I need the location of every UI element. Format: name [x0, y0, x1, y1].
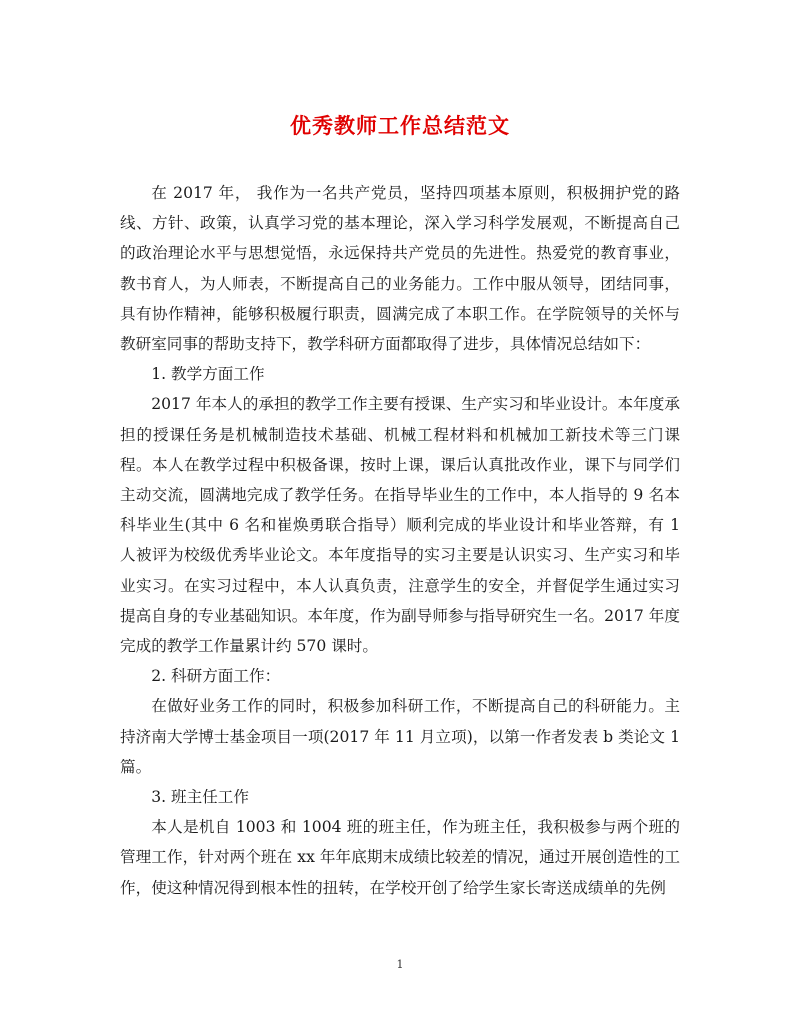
paragraph-teaching: 2017 年本人的承担的教学工作主要有授课、生产实习和毕业设计。本年度承担的授课任务是机械制造技术基础、机械工程材料和机械加工新技术等三门课程。本人在教学过程中积极备课，按时上课，课后认真批改作业，课下与同学们主动交流，圆满地完成了教学任务。在指导毕业生的工作中，本人指导的 9 名本科毕业生(其中 6 名和崔焕勇联合指导）顺利完成的毕业设计和毕业答辩，有 1 人被评为校级优秀毕业论文。本年度指导的实习主要是认识实习、生产实习和毕业实习。在实习过程中，本人认真负责，注意学生的安全，并督促学生通过实习提高自身的专业基础知识。本年度，作为副导师参与指导研究生一名。2017 年度完成的教学工作量累计约 570 课时。: [120, 395, 680, 656]
paragraph-research: 在做好业务工作的同时，积极参加科研工作，不断提高自己的科研能力。主持济南大学博士基金项目一项(2017 年 11 月立项)，以第一作者发表 b 类论文 1 篇。: [120, 697, 680, 776]
section-heading-research: 2. 科研方面工作：: [151, 667, 281, 686]
paragraph-class-teacher: 本人是机自 1003 和 1004 班的班主任，作为班主任，我积极参与两个班的管理工作，针对两个班在 xx 年年底期末成绩比较差的情况，通过开展创造性的工作，使这种情况得到根本性的扭转，在学校开创了给学生家长寄送成绩单的先例: [120, 818, 680, 897]
document-body: [120, 178, 680, 903]
section-heading-class-teacher: 3. 班主任工作: [151, 788, 249, 807]
paragraph-intro: 在 2017 年， 我作为一名共产党员，坚持四项基本原则，积极拥护党的路线、方针、政策，认真学习党的基本理论，深入学习科学发展观，不断提高自己的政治理论水平与思想觉悟，永远保持共产党员的先进性。热爱党的教育事业，教书育人，为人师表，不断提高自己的业务能力。工作中服从领导，团结同事，具有协作精神，能够积极履行职责，圆满完成了本职工作。在学院领导的关怀与教研室同事的帮助支持下，教学科研方面都取得了进步，具体情况总结如下：: [120, 184, 680, 354]
page-number: 1: [396, 958, 404, 971]
section-heading-teaching: 1. 教学方面工作: [151, 365, 265, 384]
document-title: 优秀教师工作总结范文: [290, 113, 510, 138]
